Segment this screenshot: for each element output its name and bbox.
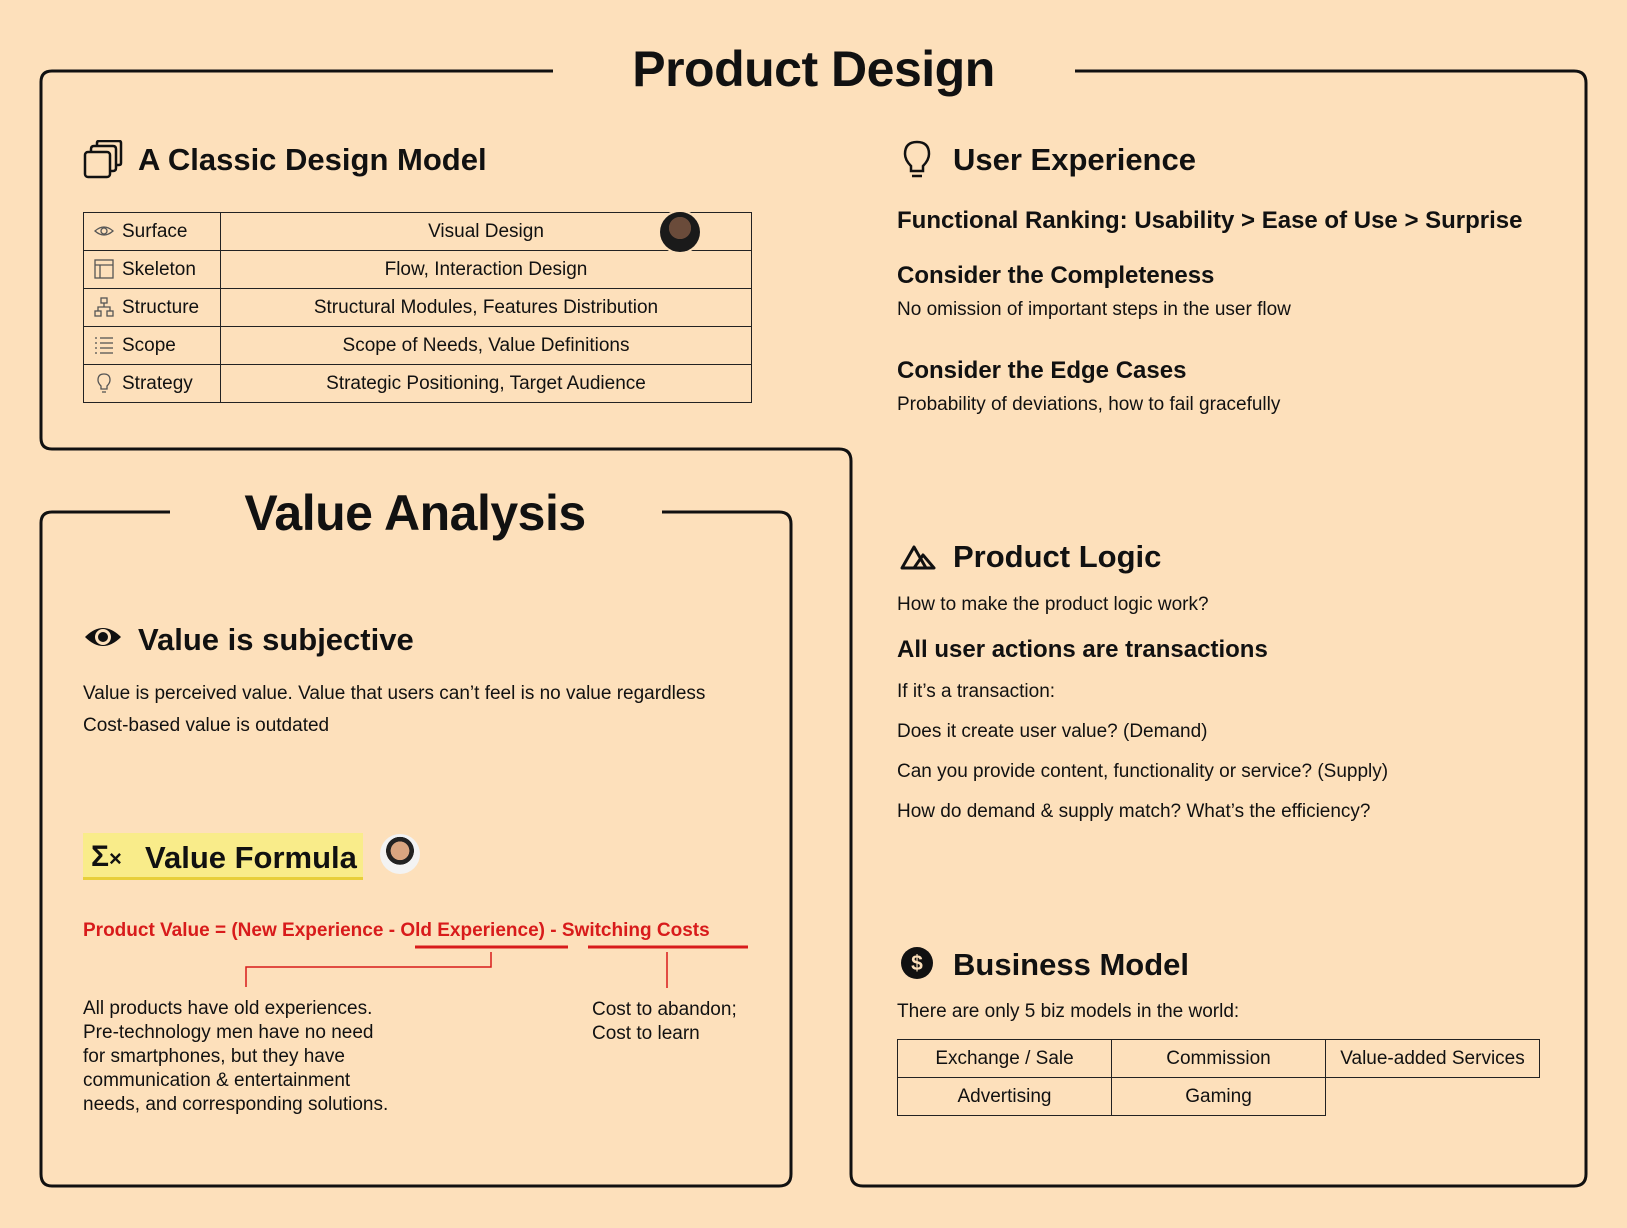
- design-model-table: [83, 212, 752, 403]
- completeness-title: Consider the Completeness: [897, 262, 1215, 289]
- formula-prefix: Product Value = (New Experience -: [83, 920, 401, 941]
- value-subjective-line1: Value is perceived value. Value that users can’t feel is no value regardless: [83, 683, 706, 704]
- design-model-heading: A Classic Design Model: [138, 142, 487, 177]
- formula-text: [83, 920, 710, 942]
- layer-label: Structure: [122, 296, 200, 318]
- layer-desc: Structural Modules, Features Distribution: [221, 289, 752, 327]
- table-row: [84, 327, 752, 365]
- biz-model-cell: Gaming: [1112, 1078, 1326, 1116]
- note-line: Cost to abandon;: [592, 999, 737, 1020]
- note-line: All products have old experiences.: [83, 998, 373, 1019]
- business-model-intro: There are only 5 biz models in the world:: [897, 1001, 1240, 1022]
- page-title: Product Design: [632, 41, 995, 97]
- layer-label: Skeleton: [122, 258, 196, 280]
- formula-switching-costs: Switching Costs: [561, 920, 710, 941]
- layer-desc: Scope of Needs, Value Definitions: [221, 327, 752, 365]
- transactions-heading: All user actions are transactions: [897, 636, 1268, 663]
- sigma-x-icon: Σ×: [91, 840, 122, 873]
- edge-cases-title: Consider the Edge Cases: [897, 357, 1187, 384]
- layer-label: Strategy: [122, 372, 193, 394]
- avatar: [660, 212, 700, 252]
- table-row: [898, 1040, 1540, 1078]
- hierarchy-icon: [94, 297, 114, 317]
- stacked-cards-icon: [83, 140, 123, 180]
- completeness-text: No omission of important steps in the user flow: [897, 299, 1291, 320]
- biz-model-cell: Value-added Services: [1326, 1040, 1540, 1078]
- note-line: Cost to learn: [592, 1023, 700, 1044]
- note-line: communication & entertainment: [83, 1070, 351, 1091]
- logic-line: How do demand & supply match? What’s the efficiency?: [897, 801, 1371, 822]
- biz-model-cell: Commission: [1112, 1040, 1326, 1078]
- mountain-icon: [900, 543, 936, 571]
- table-row: [84, 251, 752, 289]
- value-analysis-title: Value Analysis: [244, 485, 586, 541]
- functional-ranking: Functional Ranking: Usability > Ease of Use > Surprise: [897, 207, 1523, 234]
- layer-desc: Flow, Interaction Design: [221, 251, 752, 289]
- product-logic-heading: Product Logic: [953, 539, 1162, 574]
- business-models-table: [897, 1039, 1540, 1116]
- old-experience-note: [83, 997, 388, 1117]
- note-line: Pre-technology men have no need: [83, 1022, 374, 1043]
- note-line: for smartphones, but they have: [83, 1046, 345, 1067]
- list-icon: [94, 335, 114, 355]
- layer-desc: Strategic Positioning, Target Audience: [221, 365, 752, 403]
- layer-label: Surface: [122, 220, 188, 242]
- layer-desc: Visual Design: [221, 213, 752, 251]
- business-model-heading: Business Model: [953, 947, 1189, 982]
- logic-line: If it’s a transaction:: [897, 681, 1056, 702]
- eye-icon: [94, 221, 114, 241]
- value-formula-heading: Value Formula: [145, 840, 357, 875]
- table-row: [84, 213, 752, 251]
- logic-line: Can you provide content, functionality or service? (Supply): [897, 761, 1389, 782]
- table-row: [84, 365, 752, 403]
- value-subjective-line2: Cost-based value is outdated: [83, 715, 330, 736]
- table-row: [84, 289, 752, 327]
- table-row: [898, 1078, 1540, 1116]
- avatar: [380, 834, 420, 874]
- edge-cases-text: Probability of deviations, how to fail gracefully: [897, 394, 1281, 415]
- value-subjective-heading: Value is subjective: [138, 622, 414, 657]
- lightbulb-icon: [902, 140, 932, 180]
- biz-model-cell: Advertising: [898, 1078, 1112, 1116]
- biz-model-cell: Exchange / Sale: [898, 1040, 1112, 1078]
- product-logic-question: How to make the product logic work?: [897, 594, 1209, 615]
- switching-costs-note: [592, 998, 737, 1046]
- empty-cell: [1326, 1078, 1540, 1116]
- formula-minus: -: [544, 920, 562, 941]
- svg-text:$: $: [911, 952, 923, 975]
- note-line: needs, and corresponding solutions.: [83, 1094, 389, 1115]
- logic-line: Does it create user value? (Demand): [897, 721, 1208, 742]
- layout-icon: [94, 259, 114, 279]
- formula-old-experience: Old Experience): [400, 920, 545, 941]
- dollar-coin-icon: [900, 946, 934, 980]
- eye-icon: [83, 621, 123, 653]
- user-experience-heading: User Experience: [953, 142, 1196, 177]
- lightbulb-icon: [94, 373, 114, 393]
- layer-label: Scope: [122, 334, 176, 356]
